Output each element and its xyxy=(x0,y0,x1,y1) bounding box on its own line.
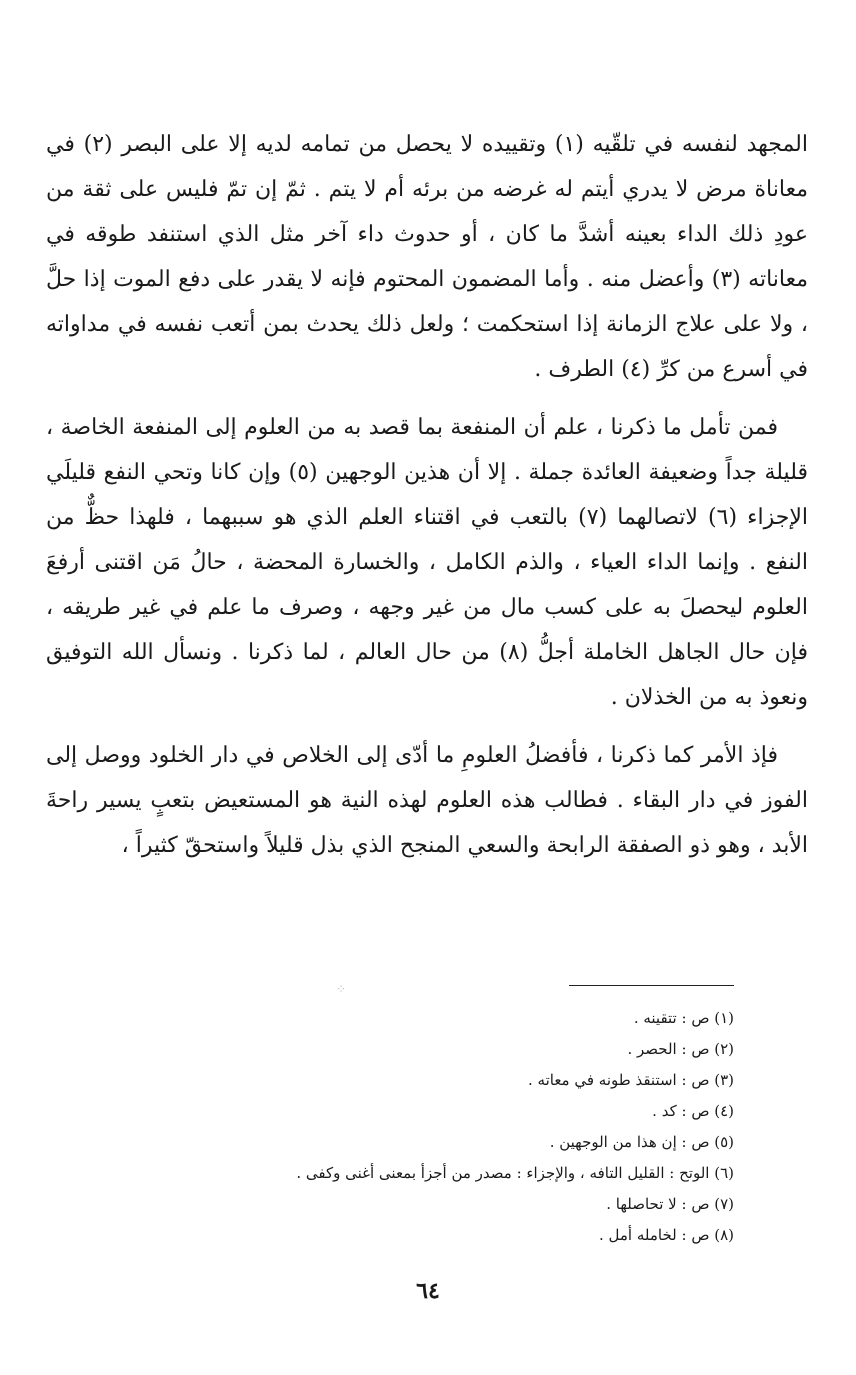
scan-speck-icon: ⁘ xyxy=(336,982,347,996)
footnote-7: (٧) ص : لا تحاصلها . xyxy=(606,1195,734,1213)
footnote-6: (٦) الوتح : القليل التافه ، والإجزاء : مصدر من أجزأ بمعنى أغنى وكفى . xyxy=(296,1164,734,1182)
paragraph-2: فمن تأمل ما ذكرنا ، علم أن المنفعة بما قصد به من العلوم إلى المنفعة الخاصة ، قليلة جداً وضعيفة العائدة جملة . إلا أن هذين الوجهين (٥) وإن كانا وتحي النفع قليلَي الإجزاء (٦) لاتصالهما (٧) بالتعب في اقتناء العلم الذي هو سببهما ، فلهذا حظٌّ من النفع . وإنما الداء العياء ، والذم الكامل ، والخسارة المحضة ، حالُ مَن اقتنى أرفعَ العلوم ليحصلَ به على كسب مال من غير وجهه ، وصرف ما علم في غير طريقه ، فإن حال الجاهل الخاملة أجلُّ (٨) من حال العالم ، لما ذكرنا . ونسأل الله التوفيق ونعوذ به من الخذلان . xyxy=(46,415,809,710)
footnote-separator xyxy=(569,985,734,986)
footnote-4: (٤) ص : كد . xyxy=(652,1102,734,1120)
footnotes-list xyxy=(114,1003,734,1251)
page-number: ٦٤ xyxy=(416,1278,440,1304)
footnote-3: (٣) ص : استنقذ طونه في معاته . xyxy=(528,1071,734,1089)
paragraph-1: المجهد لنفسه في تلقّيه (١) وتقييده لا يحصل من تمامه لديه إلا على البصر (٢) في معاناة مرض لا يدري أيتم له غرضه من برئه أم لا يتم . ثمّ إن تمّ فليس على ثقة من عودِ ذلك الداء بعينه أشدَّ ما كان ، أو حدوث داء آخر مثل الذي استنفد طوقه في معاناته (٣) وأعضل منه . وأما المضمون المحتوم فإنه لا يقدر على دفع الموت إذا حلَّ ، ولا على علاج الزمانة إذا استحكمت ؛ ولعل ذلك يحدث بمن أتعب نفسه في مداواته في أسرع من كرِّ (٤) الطرف . xyxy=(46,132,808,382)
footnote-2: (٢) ص : الحصر . xyxy=(627,1040,734,1058)
main-text xyxy=(46,122,808,868)
footnote-8: (٨) ص : لخامله أمل . xyxy=(599,1226,734,1244)
paragraph-3: فإذ الأمر كما ذكرنا ، فأفضلُ العلومِ ما أدّى إلى الخلاص في دار الخلود ووصل إلى الفوز في دار البقاء . فطالب هذه العلوم لهذه النية هو المستعيض بتعبٍ يسير راحةَ الأبد ، وهو ذو الصفقة الرابحة والسعي المنجح الذي بذل قليلاً واستحقّ كثيراً ، xyxy=(46,743,808,858)
footnote-1: (١) ص : تتقينه . xyxy=(633,1009,734,1027)
footnote-5: (٥) ص : إن هذا من الوجهين . xyxy=(549,1133,734,1151)
